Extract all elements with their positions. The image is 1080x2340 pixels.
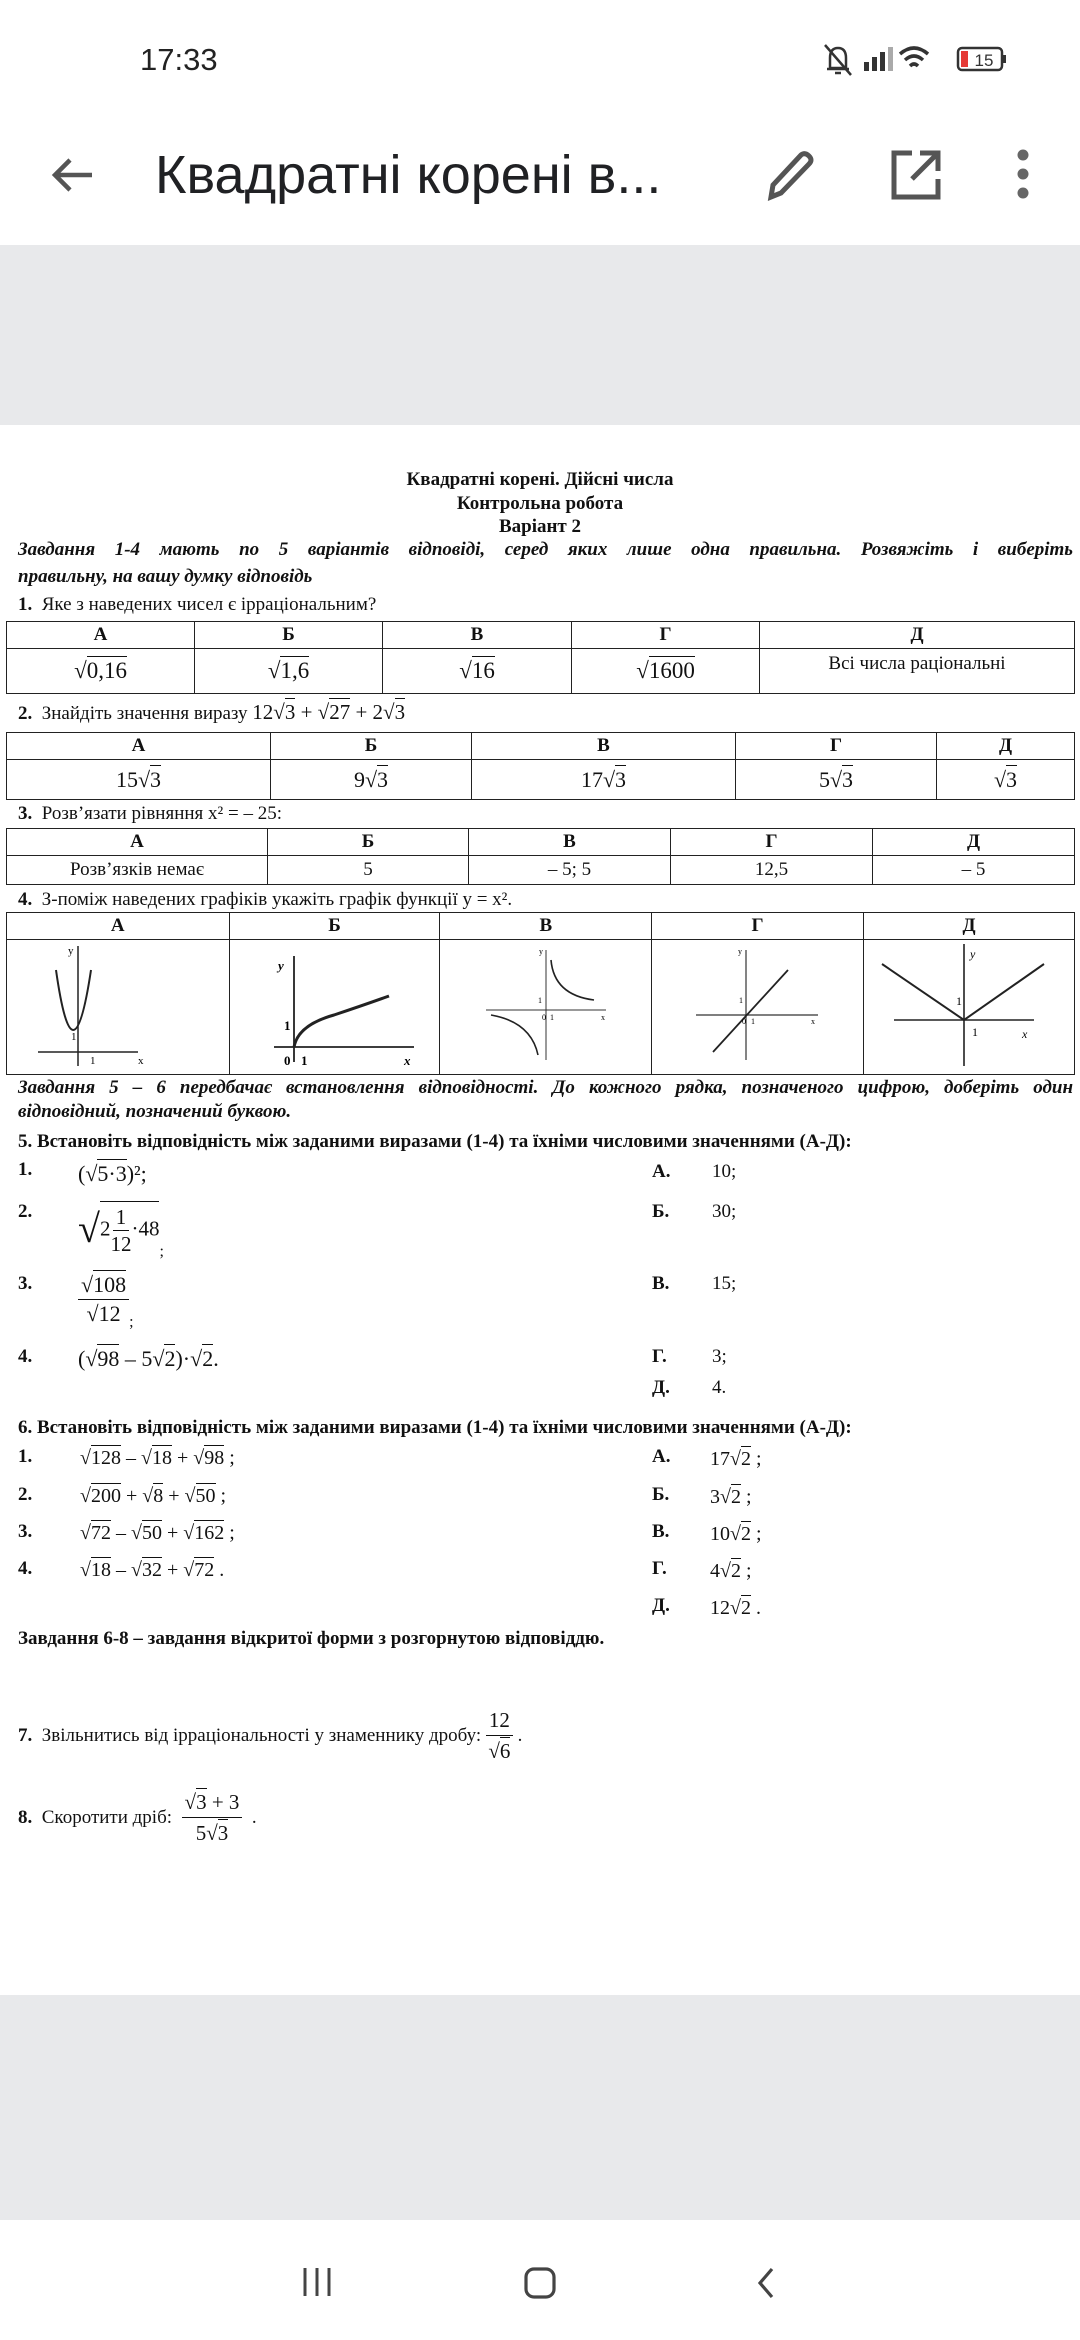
system-nav-bar [0,2220,1080,2340]
doc-heading: Квадратні корені. Дійсні числа [406,469,674,490]
svg-text:0: 0 [284,1053,291,1068]
status-icons [822,42,1012,78]
svg-text:1: 1 [738,996,743,1005]
home-icon[interactable] [522,2265,558,2301]
graph-v-hyperbola [440,940,652,1075]
graph-b-sqrt [229,940,440,1075]
q1-answer-d: Всі числа раціональні [760,649,1075,694]
viewer-background [0,1995,1080,2220]
document-title: Квадратні корені в... [155,145,662,205]
svg-text:x: x [404,1053,411,1068]
open-external-icon[interactable] [888,147,944,203]
svg-text:y: y [970,947,976,961]
muted-bell-icon [825,45,851,75]
doc-subheading: Контрольна робота [456,493,624,514]
q2-answer-d: √3 [937,760,1075,800]
q1-answer-a: √0,16 [7,649,195,694]
svg-text:y: y [278,958,285,973]
q4-table: А Б В Г Д y 1 1 x y 1 0 1 x y 1 0 1 x y 1 0 1 x y 1 1 x [6,912,1075,1075]
intro-1-4-line1: Завдання 1-4 мають по 5 варіантів відповіді, серед яких лише одна правильна. Розвяжіть і виберіть [18,539,1073,560]
svg-text:x: x [137,1055,144,1067]
wifi-icon [900,48,928,66]
q5-item-num: 4. [18,1346,33,1367]
svg-text:0: 0 [541,1013,546,1022]
graph-g-line [652,940,864,1075]
q5-title: 5. Встановіть відповідність між заданими виразами (1-4) та їхніми числовими значеннями (А-Д): [18,1131,852,1152]
svg-text:1: 1 [89,1055,96,1067]
recent-apps-icon[interactable] [300,2265,334,2299]
q5-expr-3: $\frac{√108}{√12}$ $_;$ [78,1271,134,1337]
q8: 8. Скоротити дріб: $\frac{√3 + 3}{5√3}$ . [18,1787,257,1848]
q1-answer-g: √1600 [572,649,760,694]
signal-icon [864,47,893,71]
col-a: А [7,622,195,649]
col-d: Д [760,622,1075,649]
svg-text:1: 1 [549,1013,554,1022]
svg-text:1: 1 [750,1017,755,1026]
q5-expr-1: (√5·3)²; [78,1161,147,1186]
app-bar [0,120,1080,245]
q5-item-num: 3. [18,1273,33,1294]
q7: 7. Звільнитись від ірраціональності у знаменнику дробу: $\frac{12}{√6}$ . [18,1705,522,1766]
graph-a-parabola [7,940,230,1075]
svg-text:1: 1 [284,1018,291,1033]
graph-d-abs [864,940,1075,1075]
q3-answer-b: 5 [268,856,469,885]
svg-text:0: 0 [741,1017,746,1026]
col-b: Б [195,622,383,649]
more-options-icon[interactable] [1010,147,1036,203]
q5-expr-4: (√98 – 5√2)·√2. [78,1346,219,1371]
intro-5-6-line1: Завдання 5 – 6 передбачає встановлення відповідності. До кожного рядка, позначеного цифрою, доберіть один [18,1077,1073,1098]
intro-5-6-line2: відповідний, позначений буквою. [18,1101,292,1122]
q2-answer-b: 9√3 [271,760,472,800]
q3-answer-a: Розв’язків немає [7,856,268,885]
back-nav-icon[interactable] [752,2265,782,2301]
col-v: В [383,622,572,649]
svg-text:x: x [1022,1027,1028,1041]
intro-1-4-line2: правильну, на вашу думку відповідь [18,566,313,587]
status-time: 17:33 [140,42,218,77]
open-tasks-title: Завдання 6-8 – завдання відкритої форми з розгорнутою відповіддю. [18,1628,605,1649]
viewer-background [0,245,1080,425]
svg-text:1: 1 [956,994,962,1008]
svg-text:1: 1 [301,1053,308,1068]
document-page[interactable]: Квадратні корені. Дійсні числа Контрольна робота Варіант 2 Завдання 1-4 мають по 5 варіантів відповіді, серед яких лише одна правильна. Розвяжіть і виберіть правильну, на вашу думку відповідь 1. Яке з наведених чисел є ірраціональним? А Б В Г Д √0,16 √1,6 √16 √1600 Всі числа раціональні 2. Знайдіть значення виразу 12√3 + √27 + 2√3 А Б В Г Д 15√3 9√3 17√3 5√3 √3 3. Розв’язати рівняння x² = – 25: А Б В Г Д Розв’язків немає 5 – 5; 5 12,5 – 5 4. З-поміж наведених графіків укажіть графік функції y = x². А Б В Г Д y 1 1 x y 1 0 1 x y 1 0 1 x y 1 0 1 x y 1 1 x Завдання 5 – 6 передбачає встановлення відповідності. До кожного рядка, позначеного цифрою, доберіть один відповідний, позначений буквою. 5. Встановіть відповідність між заданими виразами (1-4) та їхніми числовими значеннями (А-Д): 1. (√5·3)²; 2. √2 $\frac{1}{12}$ $\cdot 48_;$ 3. $\frac{√108}{√12}$ $_;$ 4. (√98 – 5√2)·√2. А. 10; Б. 30; В. 15; Г. 3; Д. 4. 6. Встановіть відповідність між заданими виразами (1-4) та їхніми числовими значеннями (А-Д): 1. √128 – √18 + √98 ; 2. √200 + √8 + √50 ; 3. √72 – √50 + √162 ; 4. √18 – √32 + √72 . А. 17√2 ; Б. 3√2 ; В. 10√2 ; Г. 4√2 ; Д. 12√2 . Завдання 6-8 – завдання відкритої форми з розгорнутою відповіддю. 7. Звільнитись від ірраціональності у знаменнику дробу: $\frac{12}{√6}$ . 8. Скоротити дріб: $\frac{√3 + 3}{5√3}$ . [0,425,1080,1995]
q2-table: А Б В Г Д 15√3 9√3 17√3 5√3 √3 [6,732,1075,800]
q3-label: 3. Розв’язати рівняння x² = – 25: [18,803,282,824]
q2-answer-g: 5√3 [736,760,937,800]
q4-label: 4. З-поміж наведених графіків укажіть графік функції y = x². [18,889,513,910]
svg-text:1: 1 [537,996,542,1005]
svg-text:x: x [600,1013,605,1022]
q6-title: 6. Встановіть відповідність між заданими виразами (1-4) та їхніми числовими значеннями (А-Д): [18,1417,852,1438]
svg-text:y: y [737,947,742,956]
q3-table: А Б В Г Д Розв’язків немає 5 – 5; 5 12,5 – 5 [6,828,1075,885]
q2-answer-v: 17√3 [472,760,736,800]
svg-text:x: x [810,1017,815,1026]
edit-pencil-icon[interactable] [763,147,817,203]
status-bar [0,0,1080,120]
q3-answer-g: 12,5 [671,856,873,885]
col-g: Г [572,622,760,649]
q1-answer-v: √16 [383,649,572,694]
q1-label: 1. Яке з наведених чисел є ірраціональним? [18,594,377,615]
q3-answer-v: – 5; 5 [469,856,671,885]
q2-label: 2. Знайдіть значення виразу 12√3 + √27 + 2√3 [18,700,406,724]
doc-variant: Варіант 2 [498,516,582,537]
q5-expr-2: √2 $\frac{1}{12}$ $\cdot 48_;$ [78,1201,164,1265]
battery-level: 15 [974,51,994,70]
q2-answer-a: 15√3 [7,760,271,800]
q1-answer-b: √1,6 [195,649,383,694]
svg-text:y: y [538,947,543,956]
svg-text:1: 1 [972,1025,978,1039]
q5-item-num: 1. [18,1159,33,1180]
svg-text:1: 1 [70,1031,77,1043]
svg-text:y: y [67,945,74,957]
back-arrow-icon[interactable] [48,150,98,200]
q1-table [6,621,1075,694]
q3-answer-d: – 5 [873,856,1075,885]
q5-item-num: 2. [18,1201,33,1222]
